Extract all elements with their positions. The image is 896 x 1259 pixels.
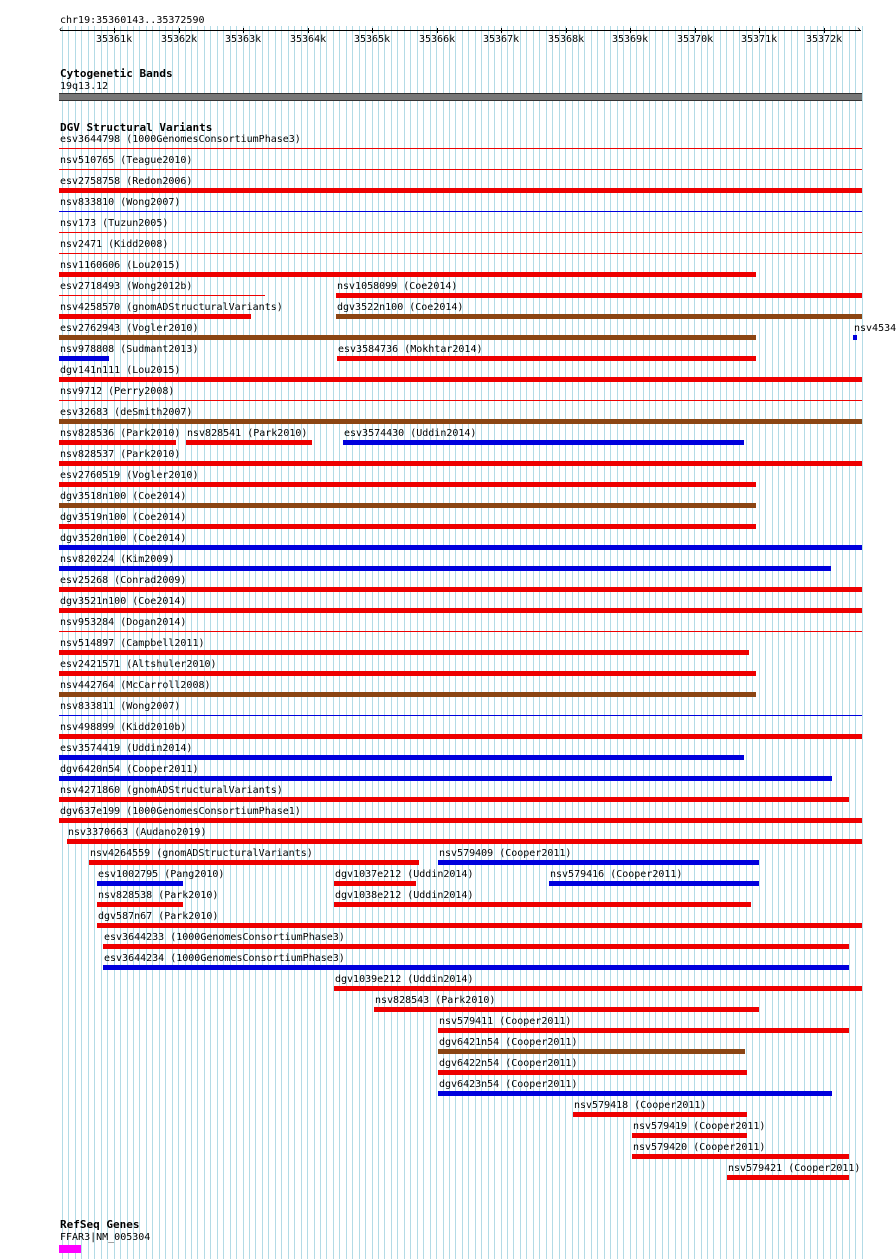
sv-feature-bar[interactable]	[59, 253, 862, 254]
dgv-track-title: DGV Structural Variants	[60, 121, 213, 134]
ruler-tick-label: 35369k	[612, 34, 649, 45]
sv-feature-label[interactable]: dgv3522n100 (Coe2014)	[337, 302, 464, 313]
sv-feature-bar[interactable]	[59, 211, 862, 212]
sv-feature-bar[interactable]	[97, 902, 183, 907]
sv-feature-label[interactable]: nsv442764 (McCarroll2008)	[60, 680, 211, 691]
cytoband-bar[interactable]	[59, 93, 862, 101]
ruler-tick-label: 35361k	[96, 34, 133, 45]
ruler-tick-label: 35371k	[741, 34, 778, 45]
sv-feature-bar[interactable]	[59, 671, 756, 676]
sv-feature-label[interactable]: dgv6420n54 (Cooper2011)	[60, 764, 199, 775]
sv-feature-bar[interactable]	[59, 295, 265, 296]
ruler-tick	[824, 28, 825, 33]
refseq-track-title: RefSeq Genes	[60, 1218, 140, 1231]
sv-feature-label[interactable]: esv3644233 (1000GenomesConsortiumPhase3)	[104, 932, 345, 943]
ruler-left-arrow-icon: ‹	[58, 25, 64, 35]
sv-feature-label[interactable]: nsv510765 (Teague2010)	[60, 155, 193, 166]
sv-feature-label[interactable]: nsv498899 (Kidd2010b)	[60, 722, 187, 733]
sv-feature-label[interactable]: nsv953284 (Dogan2014)	[60, 617, 187, 628]
sv-feature-bar[interactable]	[59, 734, 862, 739]
sv-feature-bar[interactable]	[334, 902, 751, 907]
sv-feature-bar[interactable]	[59, 188, 862, 193]
sv-feature-label[interactable]: dgv1037e212 (Uddin2014)	[335, 869, 474, 880]
sv-feature-label[interactable]: nsv579421 (Cooper2011)	[728, 1163, 861, 1174]
ruler-tick-label: 35362k	[161, 34, 198, 45]
ruler-tick-label: 35366k	[419, 34, 456, 45]
sv-feature-bar[interactable]	[59, 545, 862, 550]
sv-feature-bar[interactable]	[59, 524, 756, 529]
sv-feature-label[interactable]: nsv828541 (Park2010)	[187, 428, 308, 439]
sv-feature-label[interactable]: esv2762943 (Vogler2010)	[60, 323, 199, 334]
sv-feature-bar[interactable]	[334, 881, 416, 886]
sv-feature-bar[interactable]	[334, 986, 862, 991]
ruler-tick	[566, 28, 567, 33]
location-label: chr19:35360143..35372590	[60, 15, 205, 26]
sv-feature-label[interactable]: dgv3518n100 (Coe2014)	[60, 491, 187, 502]
sv-feature-bar[interactable]	[59, 631, 862, 632]
sv-feature-label[interactable]: dgv587n67 (Park2010)	[98, 911, 219, 922]
sv-feature-label[interactable]: dgv6422n54 (Cooper2011)	[439, 1058, 578, 1069]
ruler-tick-label: 35365k	[354, 34, 391, 45]
sv-feature-label[interactable]: nsv833810 (Wong2007)	[60, 197, 181, 208]
sv-feature-label[interactable]: esv3574430 (Uddin2014)	[344, 428, 477, 439]
sv-feature-bar[interactable]	[59, 503, 756, 508]
sv-feature-label[interactable]: dgv6421n54 (Cooper2011)	[439, 1037, 578, 1048]
sv-feature-label[interactable]: nsv9712 (Perry2008)	[60, 386, 175, 397]
refseq-gene-bar[interactable]	[59, 1245, 81, 1253]
ruler-tick-label: 35368k	[548, 34, 585, 45]
ruler-tick	[372, 28, 373, 33]
sv-feature-label[interactable]: nsv828543 (Park2010)	[375, 995, 496, 1006]
ruler-line	[60, 30, 861, 31]
sv-feature-label[interactable]: nsv514897 (Campbell2011)	[60, 638, 205, 649]
sv-feature-bar[interactable]	[59, 419, 862, 424]
sv-feature-label[interactable]: dgv3521n100 (Coe2014)	[60, 596, 187, 607]
sv-feature-label[interactable]: esv25268 (Conrad2009)	[60, 575, 187, 586]
sv-feature-label[interactable]: esv3644798 (1000GenomesConsortiumPhase3)	[60, 134, 301, 145]
sv-feature-bar[interactable]	[59, 587, 862, 592]
sv-feature-label[interactable]: esv2758758 (Redon2006)	[60, 176, 193, 187]
sv-feature-bar[interactable]	[59, 461, 862, 466]
sv-feature-label[interactable]: nsv2471 (Kidd2008)	[60, 239, 169, 250]
sv-feature-label[interactable]: nsv828537 (Park2010)	[60, 449, 181, 460]
sv-feature-bar[interactable]	[59, 482, 756, 487]
sv-feature-bar[interactable]	[438, 1070, 747, 1075]
sv-feature-label[interactable]: nsv4271860 (gnomADStructuralVariants)	[60, 785, 283, 796]
sv-feature-label[interactable]: nsv579411 (Cooper2011)	[439, 1016, 572, 1027]
sv-feature-bar[interactable]	[59, 818, 862, 823]
sv-feature-bar[interactable]	[438, 860, 759, 865]
sv-feature-bar[interactable]	[59, 440, 176, 445]
sv-feature-label[interactable]: esv3584736 (Mokhtar2014)	[338, 344, 483, 355]
refseq-gene-label[interactable]: FFAR3|NM_005304	[60, 1232, 151, 1243]
sv-feature-bar[interactable]	[374, 1007, 759, 1012]
sv-feature-label[interactable]: nsv579419 (Cooper2011)	[633, 1121, 766, 1132]
ruler-tick-label: 35372k	[806, 34, 843, 45]
sv-feature-label[interactable]: nsv173 (Tuzun2005)	[60, 218, 169, 229]
sv-feature-bar[interactable]	[438, 1091, 832, 1096]
sv-feature-bar[interactable]	[59, 356, 109, 361]
sv-feature-label[interactable]: nsv4534	[854, 323, 896, 334]
ruler-tick	[437, 28, 438, 33]
sv-feature-bar[interactable]	[97, 881, 183, 886]
ruler-right-arrow-icon: ›	[856, 25, 862, 35]
ruler-tick	[243, 28, 244, 33]
sv-feature-label[interactable]: dgv6423n54 (Cooper2011)	[439, 1079, 578, 1090]
sv-feature-label[interactable]: dgv637e199 (1000GenomesConsortiumPhase1)	[60, 806, 301, 817]
sv-feature-bar[interactable]	[186, 440, 312, 445]
sv-feature-label[interactable]: nsv833811 (Wong2007)	[60, 701, 181, 712]
ruler-tick	[308, 28, 309, 33]
sv-feature-label[interactable]: nsv579409 (Cooper2011)	[439, 848, 572, 859]
sv-feature-label[interactable]: nsv1058099 (Coe2014)	[337, 281, 458, 292]
sv-feature-bar[interactable]	[727, 1175, 849, 1180]
grid-line	[862, 26, 863, 1259]
ruler-tick-label: 35370k	[677, 34, 714, 45]
sv-feature-label[interactable]: esv2718493 (Wong2012b)	[60, 281, 193, 292]
sv-feature-bar[interactable]	[549, 881, 759, 886]
sv-feature-label[interactable]: nsv3370663 (Audano2019)	[68, 827, 207, 838]
sv-feature-bar[interactable]	[59, 776, 832, 781]
ruler-tick-label: 35367k	[483, 34, 520, 45]
sv-feature-bar[interactable]	[59, 335, 756, 340]
cytoband-label: 19q13.12	[60, 81, 109, 92]
sv-feature-bar[interactable]	[59, 692, 756, 697]
sv-feature-label[interactable]: nsv579418 (Cooper2011)	[574, 1100, 707, 1111]
sv-feature-bar[interactable]	[632, 1133, 747, 1138]
sv-feature-bar[interactable]	[67, 839, 862, 844]
sv-feature-label[interactable]: nsv579416 (Cooper2011)	[550, 869, 683, 880]
sv-feature-bar[interactable]	[59, 566, 831, 571]
sv-feature-bar[interactable]	[438, 1028, 849, 1033]
sv-feature-label[interactable]: nsv1160606 (Lou2015)	[60, 260, 181, 271]
sv-feature-bar[interactable]	[59, 148, 862, 149]
sv-feature-bar[interactable]	[336, 293, 862, 298]
sv-feature-bar[interactable]	[59, 650, 749, 655]
sv-feature-label[interactable]: esv2421571 (Altshuler2010)	[60, 659, 217, 670]
sv-feature-bar[interactable]	[59, 232, 862, 233]
sv-feature-bar[interactable]	[59, 169, 862, 170]
sv-feature-bar[interactable]	[336, 314, 862, 319]
sv-feature-label[interactable]: dgv141n111 (Lou2015)	[60, 365, 181, 376]
ruler-tick	[695, 28, 696, 33]
cytoband-track-title: Cytogenetic Bands	[60, 67, 173, 80]
ruler-tick	[179, 28, 180, 33]
sv-feature-bar[interactable]	[59, 797, 849, 802]
sv-feature-bar[interactable]	[89, 860, 419, 865]
sv-feature-bar[interactable]	[337, 356, 756, 361]
sv-feature-bar[interactable]	[438, 1049, 745, 1054]
sv-feature-label[interactable]: nsv4264559 (gnomADStructuralVariants)	[90, 848, 313, 859]
sv-feature-bar[interactable]	[343, 440, 744, 445]
sv-feature-bar[interactable]	[632, 1154, 849, 1159]
sv-feature-label[interactable]: nsv828536 (Park2010)	[60, 428, 181, 439]
sv-feature-label[interactable]: nsv828538 (Park2010)	[98, 890, 219, 901]
sv-feature-bar[interactable]	[59, 314, 251, 319]
sv-feature-label[interactable]: nsv978808 (Sudmant2013)	[60, 344, 199, 355]
sv-feature-label[interactable]: esv3644234 (1000GenomesConsortiumPhase3)	[104, 953, 345, 964]
sv-feature-bar[interactable]	[97, 923, 862, 928]
sv-feature-label[interactable]: dgv3520n100 (Coe2014)	[60, 533, 187, 544]
sv-feature-label[interactable]: esv3574419 (Uddin2014)	[60, 743, 193, 754]
ruler-tick-label: 35363k	[225, 34, 262, 45]
sv-feature-label[interactable]: esv2760519 (Vogler2010)	[60, 470, 199, 481]
sv-feature-bar[interactable]	[573, 1112, 747, 1117]
ruler-tick-label: 35364k	[290, 34, 327, 45]
sv-feature-label[interactable]: dgv3519n100 (Coe2014)	[60, 512, 187, 523]
sv-feature-label[interactable]: nsv4258570 (gnomADStructuralVariants)	[60, 302, 283, 313]
sv-feature-bar[interactable]	[103, 965, 849, 970]
sv-feature-label[interactable]: nsv579420 (Cooper2011)	[633, 1142, 766, 1153]
ruler-tick	[630, 28, 631, 33]
ruler-tick	[501, 28, 502, 33]
sv-feature-label[interactable]: nsv820224 (Kim2009)	[60, 554, 175, 565]
sv-feature-bar[interactable]	[59, 755, 744, 760]
ruler-tick	[759, 28, 760, 33]
sv-feature-bar[interactable]	[59, 272, 756, 277]
sv-feature-label[interactable]: dgv1038e212 (Uddin2014)	[335, 890, 474, 901]
sv-feature-bar[interactable]	[59, 377, 862, 382]
sv-feature-bar[interactable]	[103, 944, 849, 949]
sv-feature-label[interactable]: dgv1039e212 (Uddin2014)	[335, 974, 474, 985]
sv-feature-label[interactable]: esv1002795 (Pang2010)	[98, 869, 225, 880]
sv-feature-bar[interactable]	[853, 335, 857, 340]
sv-feature-label[interactable]: esv32683 (deSmith2007)	[60, 407, 193, 418]
sv-feature-bar[interactable]	[59, 400, 862, 401]
sv-feature-bar[interactable]	[59, 715, 862, 716]
ruler-tick	[114, 28, 115, 33]
sv-feature-bar[interactable]	[59, 608, 862, 613]
